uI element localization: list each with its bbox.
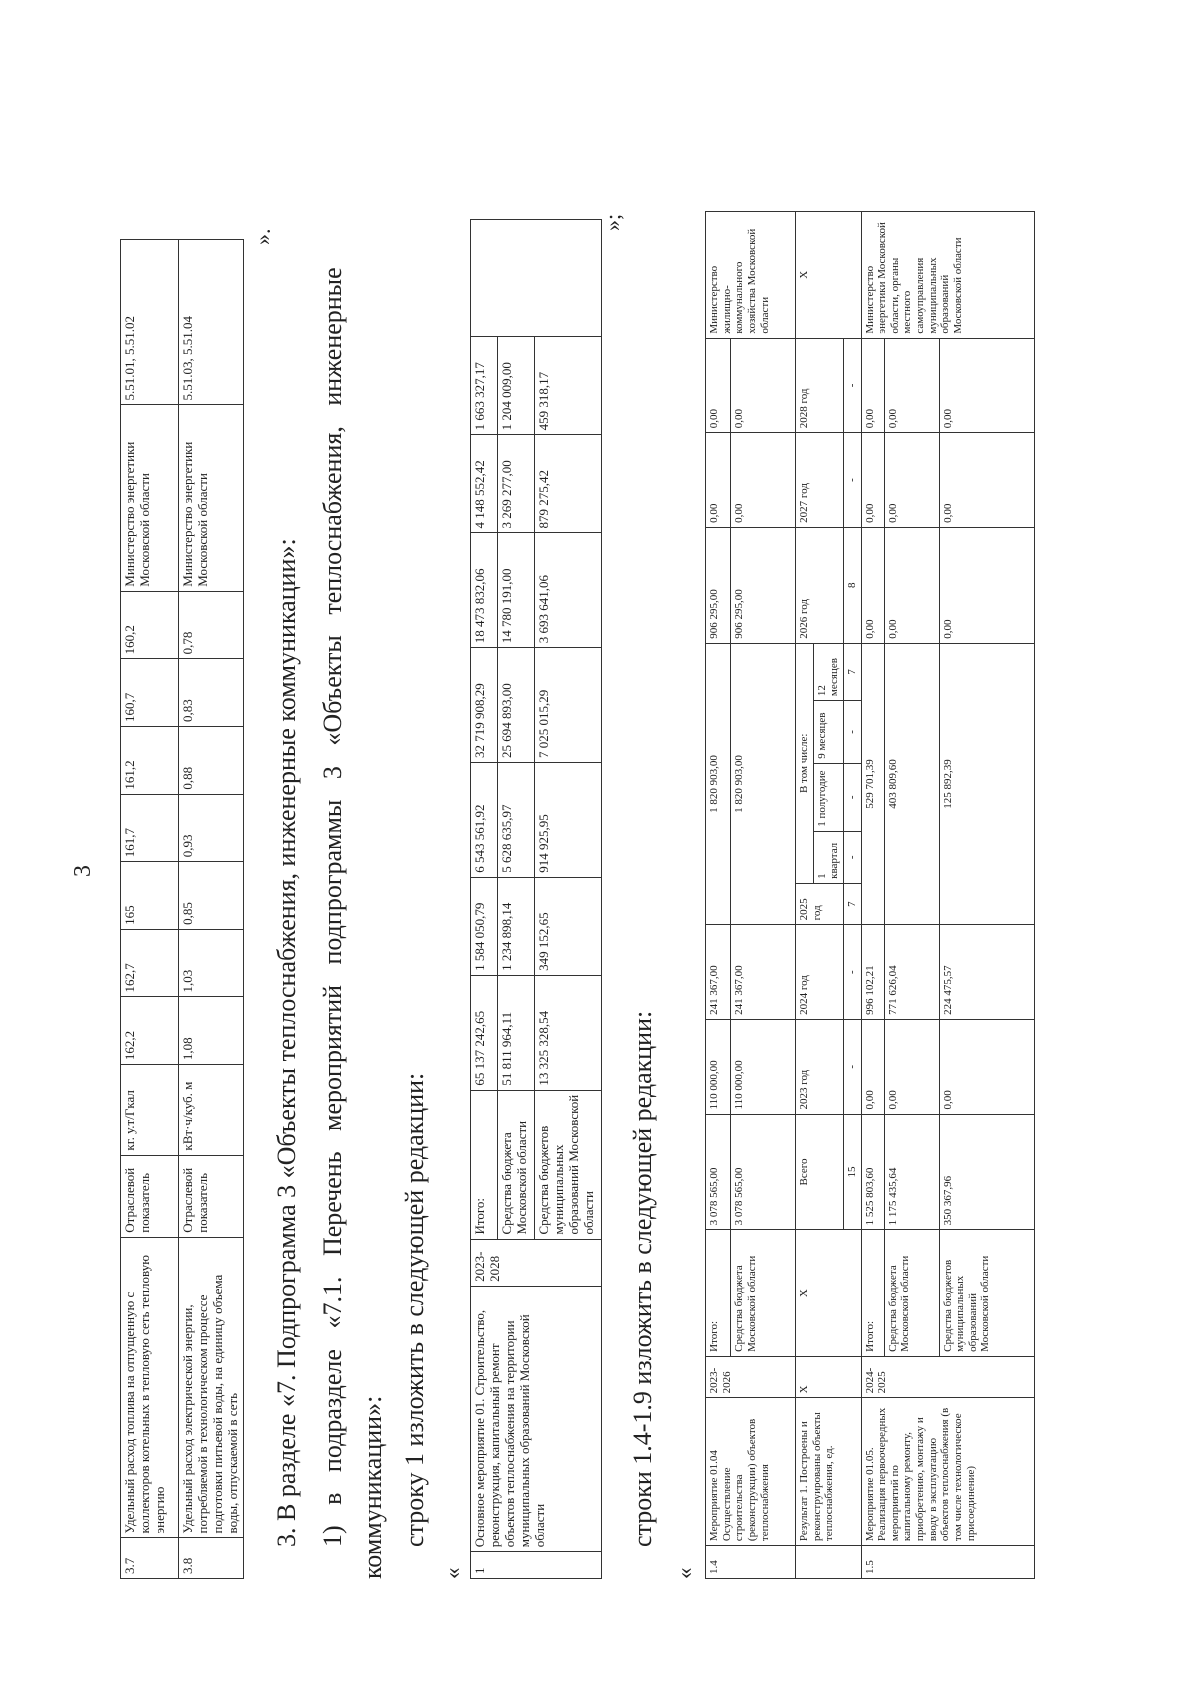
indicators-table: 3.7 Удельный расход топлива на отпущенную с коллекторов котельных в тепловую сеть тепловую энергию Отраслевой показатель кг. у.т/Гкал 162,2 162,7 165 161,7 161,2 160,7 160,2 Министерство энергетики Московской области 5.51.01, 5.51.02 3.8 Удельный расход электрической энергии, потребляемой в технологическом процессе подготовки питьевой воды, на единицу объема воды, отпускаемой в сеть Отраслевой показатель кВт·ч/куб. м 1,08 1,03 0,85 0,93 0,88 0,83 0,78 Министерство энергетики Московской области 5.51.03, 5.51.04 (120, 239, 244, 1579)
para-1: 3. В разделе «7. Подпрограмма 3 «Объекты теплоснабжения, инженерные коммуникации»: (272, 538, 301, 1547)
para-3: строку 1 изложить в следующей редакции: (400, 1072, 429, 1547)
measure-table: 1 Основное мероприятие 01. Строительство, реконструкция, капитальный ремонт объектов теплоснабжения на территории муниципальных образований Московской области 2023-2028 Итого: 65 137 242,65 1 584 050,79 6 543 561,92 32 719 908,29 18 473 832,06 4 148 552,42 1 663 327,17 Средства бюджета Московской области 51 811 964,11 1 234 898,14 5 628 635,97 25 694 893,00 14 780 191,00 3 269 277,00 1 204 009,00 Средства бюджетов муниципальных образований Московской области 13 325 328,54 349 152,65 914 925,95 7 025 015,29 3 693 641,06 879 275,42 459 318,17 (470, 219, 602, 1579)
open-quote-1: « (440, 1567, 465, 1579)
open-quote-2: « (672, 1567, 697, 1579)
page-number: 3 (70, 865, 96, 877)
para-2b: коммуникации»: (358, 1395, 387, 1579)
para-4: строки 1.4-1.9 изложить в следующей редакции: (628, 1010, 657, 1547)
end-quote-1: ». (250, 228, 275, 245)
para-2a: 1) в подразделе «7.1. Перечень мероприятий подпрограммы 3 «Объекты теплоснабжения, инженерные (318, 267, 347, 1547)
end-quote-2: »; (600, 213, 625, 231)
measures-detail-table: 1.4 Мероприятие 01.04 Осуществление строительства (реконструкции) объектов теплоснабжения 2023-2026 Итого: 3 078 565,00 110 000,00 241 367,00 1 820 903,00 906 295,00 0,00 0,00 Министерство жилищно-коммунального хозяйства Московской области Средства бюджета Московской области 3 078 565,00 110 000,00 241 367,00 1 820 903,00 906 295,00 0,00 0,00 Результат 1. Построены и реконструированы объекты теплоснабжения, ед. Х Х Всего 2023 год 2024 год 2025 год В том числе: 2026 год 2027 год 2028 год Х 1 квартал 1 полугодие 9 месяцев 12 месяцев 15 - - 7 - - - 7 8 - - 1.5 Мероприятие 01.05. Реализация первоочередных мероприятий по капитальному ремонту, приобретению, монтажу и вводу в эксплуатацию объектов теплоснабжения (в том числе технологическое присоединение) 2024-2025 Итого: 1 525 803,60 0,00 996 102,21 529 701,39 0,00 0,00 0,00 Министерство энергетики Московской области, органы местного самоуправления муниципальных образований Московской области Средства бюджета Московской области 1 175 435,64 0,00 771 626,04 403 809,60 0,00 0,00 0,00 Средства бюджетов муниципальных образований Московской области 350 367,96 0,00 224 475,57 125 892,39 0,00 0,00 0,00 (705, 211, 1035, 1579)
